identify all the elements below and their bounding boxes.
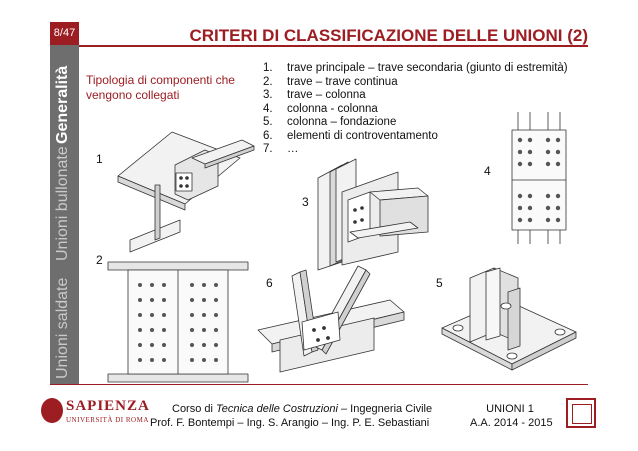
list-item: 3. trave – colonna (263, 89, 366, 101)
course-professors: Prof. F. Bontempi – Ing. S. Arangio – Ing. P. E. Sebastiani (150, 417, 430, 429)
list-item: 5. colonna – fondazione (263, 116, 397, 128)
list-item: 6. elementi di controventamento (263, 129, 438, 142)
drawing-beam-splice (108, 262, 248, 382)
drawing-bracing (258, 266, 404, 372)
drawing-beam-beam-end-joint (118, 132, 254, 252)
slide-title: CRITERI DI CLASSIFICAZIONE DELLE UNIONI (2) (189, 26, 588, 45)
list-item: 2. trave – trave continua (263, 75, 398, 88)
course-title: Corso di Tecnica delle Costruzioni – Ingegneria Civile (172, 403, 433, 415)
figure-number: 2 (96, 253, 103, 267)
intro-text: Tipologia di componenti che vengono collegati (86, 73, 235, 102)
sidebar-item-unioni-bullonate[interactable]: Unioni bullonate (54, 146, 71, 261)
list-item: 1. trave principale – trave secondaria (giunto di estremità) (263, 62, 568, 74)
unit-info (470, 402, 553, 430)
course-info (150, 402, 450, 430)
figure-number: 4 (484, 164, 491, 178)
figure-number: 5 (436, 276, 443, 290)
sapienza-seal-icon (41, 398, 63, 423)
figure-number: 1 (96, 152, 103, 166)
drawing-column-base (442, 268, 576, 370)
university-logo-name: SAPIENZA (66, 398, 150, 414)
sidebar-item-generalita[interactable]: Generalità (54, 65, 71, 144)
unit-title: UNIONI 1 (486, 403, 534, 415)
sidebar-item-unioni-saldate[interactable]: Unioni saldate (54, 277, 71, 379)
department-logo-icon (566, 398, 596, 428)
drawing-column-splice (512, 112, 566, 244)
page-number: 8/47 (53, 27, 76, 39)
university-logo-subtitle: UNIVERSITÀ DI ROMA (66, 416, 149, 424)
figure-number: 3 (302, 195, 309, 209)
drawing-beam-column (318, 159, 428, 270)
academic-year: A.A. 2014 - 2015 (470, 417, 553, 429)
list-item: 7. … (263, 143, 299, 155)
list-item: 4. colonna - colonna (263, 102, 378, 115)
footer-divider (50, 384, 588, 385)
figure-number: 6 (266, 276, 273, 290)
